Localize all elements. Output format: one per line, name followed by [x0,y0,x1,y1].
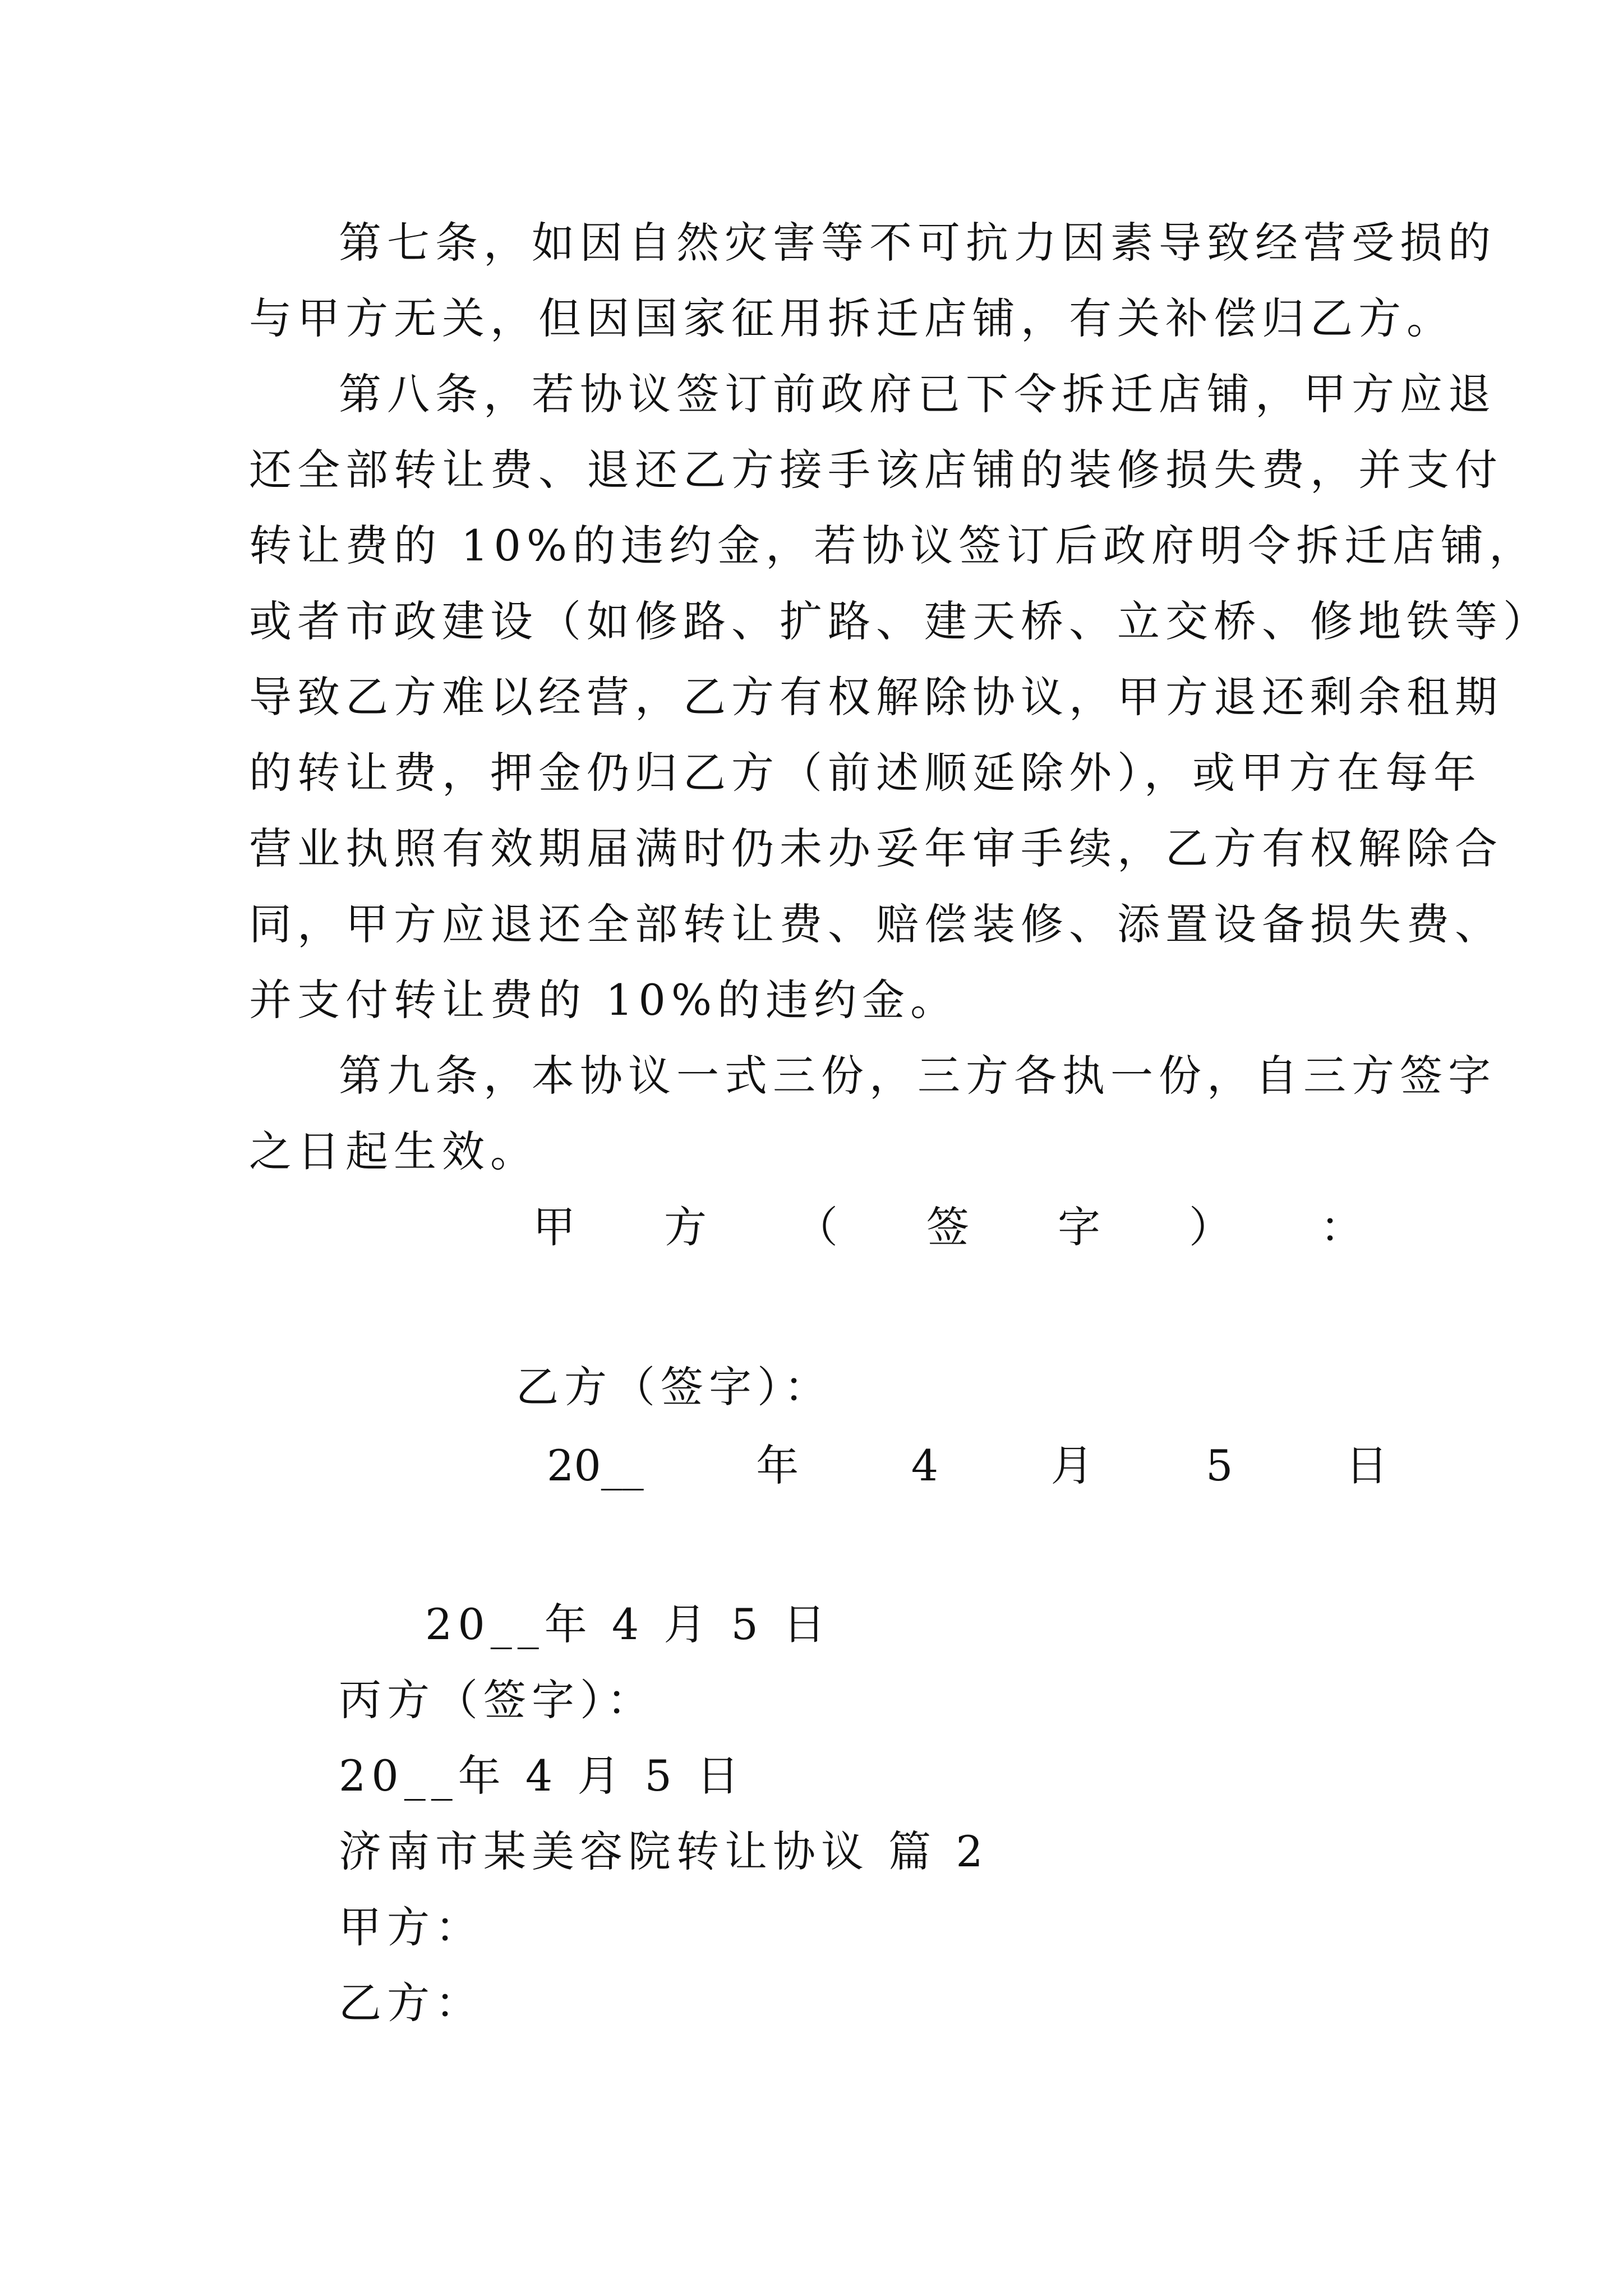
date-year-char: 年 [756,1441,799,1490]
next-agreement-title: 济南市某美容院转让协议 篇 2 [339,1826,989,1876]
article8-line-7: 营业执照有效期届满时仍未办妥年审手续，乙方有权解除合 [249,823,1503,873]
party-c-signature: 丙方（签字）： [339,1675,655,1725]
article9-line-1: 第九条，本协议一式三份，三方各执一份，自三方签字 [339,1051,1496,1101]
date-month: 4 [911,1441,939,1490]
date-day-char: 日 [1345,1441,1388,1490]
article8-line-9: 并支付转让费的 10%的违约金。 [249,975,959,1025]
article8-line-8: 同，甲方应退还全部转让费、赔偿装修、添置设备损失费、 [249,899,1503,949]
article8-line-4: 或者市政建设（如修路、扩路、建天桥、立交桥、修地铁等） [249,596,1551,646]
article8-line-6: 的转让费，押金仍归乙方（前述顺延除外），或甲方在每年 [249,748,1482,798]
article9-line-2: 之日起生效。 [249,1126,538,1176]
party-b-signature: 乙方（签字）： [516,1362,832,1412]
date-month-char: 月 [1050,1441,1094,1490]
date-line-2: 20__年 4 月 5 日 [339,1751,745,1801]
date-spread-line [547,1439,1388,1493]
article7-line-1: 第七条，如因自然灾害等不可抗力因素导致经营受损的 [339,218,1496,268]
date-day: 5 [1206,1441,1233,1490]
article8-line-3: 转让费的 10%的违约金，若协议签订后政府明令拆迁店铺， [249,521,1538,570]
article8-line-5: 导致乙方难以经营，乙方有权解除协议，甲方退还剩余租期 [249,672,1503,722]
next-party-b: 乙方： [339,1978,483,2028]
article7-line-2: 与甲方无关，但因国家征用拆迁店铺，有关补偿归乙方。 [249,293,1455,343]
sign-char: （ [795,1202,838,1252]
sign-char: ： [1320,1202,1363,1252]
article8-line-1: 第八条，若协议签订前政府已下令拆迁店铺，甲方应退 [339,369,1496,419]
date-line-1: 20__年 4 月 5 日 [425,1599,832,1649]
next-party-a: 甲方： [339,1902,483,1952]
sign-char: 签 [926,1202,969,1252]
sign-char: ） [1189,1202,1232,1252]
article8-line-2: 还全部转让费、退还乙方接手该店铺的装修损失费，并支付 [249,445,1503,495]
sign-char: 方 [664,1202,707,1252]
sign-char: 字 [1058,1202,1100,1252]
date-year: 20__ [547,1441,644,1490]
party-a-signature-line [533,1200,1363,1254]
sign-char: 甲 [533,1202,575,1252]
